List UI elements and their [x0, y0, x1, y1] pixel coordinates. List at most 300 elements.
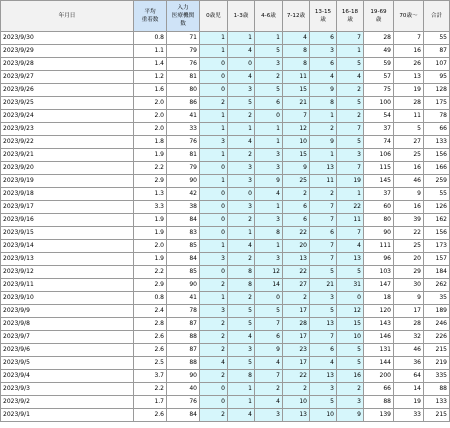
table-row: [1, 409, 450, 422]
value-cell: 0: [255, 110, 283, 123]
date-cell: 2023/9/16: [1, 214, 134, 227]
value-cell: 2.9: [134, 175, 167, 188]
value-cell: 2: [228, 149, 255, 162]
value-cell: 9: [283, 162, 310, 175]
value-cell: 0.8: [134, 292, 167, 305]
value-cell: 2.0: [134, 110, 167, 123]
value-cell: 86: [167, 97, 200, 110]
value-cell: 8: [228, 266, 255, 279]
value-cell: 133: [424, 136, 450, 149]
value-cell: 120: [364, 305, 394, 318]
value-cell: 1.8: [134, 136, 167, 149]
value-cell: 55: [424, 188, 450, 201]
value-cell: 30: [394, 279, 424, 292]
value-cell: 66: [364, 383, 394, 396]
column-header[interactable]: 合計: [424, 1, 450, 32]
table-row: [1, 318, 450, 331]
table-row: [1, 370, 450, 383]
value-cell: 13: [337, 253, 364, 266]
value-cell: 215: [424, 344, 450, 357]
value-cell: 84: [167, 253, 200, 266]
value-cell: 131: [364, 344, 394, 357]
value-cell: 5: [310, 305, 337, 318]
value-cell: 147: [364, 279, 394, 292]
value-cell: 5: [228, 357, 255, 370]
value-cell: 21: [310, 279, 337, 292]
date-cell: 2023/9/6: [1, 344, 134, 357]
value-cell: 46: [394, 344, 424, 357]
value-cell: 0: [228, 58, 255, 71]
date-cell: 2023/9/26: [1, 84, 134, 97]
column-header[interactable]: 1-3歳: [228, 1, 255, 32]
value-cell: 87: [424, 45, 450, 58]
value-cell: 13: [310, 318, 337, 331]
value-cell: 17: [283, 305, 310, 318]
value-cell: 2: [200, 279, 228, 292]
column-header[interactable]: 70歳～: [394, 1, 424, 32]
value-cell: 75: [364, 84, 394, 97]
value-cell: 7: [337, 32, 364, 45]
value-cell: 19: [394, 396, 424, 409]
value-cell: 1.9: [134, 214, 167, 227]
value-cell: 3: [228, 201, 255, 214]
value-cell: 2: [337, 84, 364, 97]
table-row: [1, 162, 450, 175]
date-cell: 2023/9/18: [1, 188, 134, 201]
table-row: [1, 344, 450, 357]
value-cell: 28: [364, 32, 394, 45]
value-cell: 1: [200, 240, 228, 253]
value-cell: 2: [228, 214, 255, 227]
value-cell: 84: [167, 409, 200, 422]
value-cell: 33: [394, 409, 424, 422]
value-cell: 139: [364, 409, 394, 422]
value-cell: 5: [255, 84, 283, 97]
date-cell: 2023/9/4: [1, 370, 134, 383]
value-cell: 16: [394, 201, 424, 214]
value-cell: 7: [255, 318, 283, 331]
value-cell: 1.7: [134, 396, 167, 409]
value-cell: 4: [255, 188, 283, 201]
value-cell: 84: [167, 214, 200, 227]
value-cell: 8: [283, 45, 310, 58]
value-cell: 16: [394, 162, 424, 175]
value-cell: 2.9: [134, 279, 167, 292]
value-cell: 5: [337, 266, 364, 279]
value-cell: 88: [167, 357, 200, 370]
value-cell: 1: [255, 32, 283, 45]
value-cell: 1: [200, 110, 228, 123]
date-cell: 2023/9/9: [1, 305, 134, 318]
value-cell: 37: [364, 123, 394, 136]
value-cell: 41: [167, 110, 200, 123]
value-cell: 3: [337, 149, 364, 162]
value-cell: 60: [364, 201, 394, 214]
value-cell: 83: [167, 227, 200, 240]
value-cell: 2.6: [134, 331, 167, 344]
value-cell: 246: [424, 318, 450, 331]
value-cell: 3: [228, 175, 255, 188]
value-cell: 3: [310, 45, 337, 58]
value-cell: 20: [394, 253, 424, 266]
value-cell: 1.4: [134, 58, 167, 71]
value-cell: 11: [394, 110, 424, 123]
value-cell: 2: [310, 188, 337, 201]
date-cell: 2023/9/29: [1, 45, 134, 58]
date-cell: 2023/9/22: [1, 136, 134, 149]
column-header[interactable]: 19-69 歳: [364, 1, 394, 32]
value-cell: 12: [337, 305, 364, 318]
value-cell: 3: [255, 214, 283, 227]
value-cell: 103: [364, 266, 394, 279]
value-cell: 5: [337, 58, 364, 71]
value-cell: 2: [200, 318, 228, 331]
value-cell: 10: [283, 136, 310, 149]
value-cell: 156: [424, 227, 450, 240]
value-cell: 2: [200, 331, 228, 344]
value-cell: 146: [364, 331, 394, 344]
table-row: [1, 58, 450, 71]
value-cell: 4: [310, 71, 337, 84]
value-cell: 1: [255, 123, 283, 136]
value-cell: 1.2: [134, 71, 167, 84]
value-cell: 25: [394, 240, 424, 253]
value-cell: 184: [424, 266, 450, 279]
table-row: [1, 266, 450, 279]
value-cell: 9: [255, 344, 283, 357]
value-cell: 13: [310, 162, 337, 175]
value-cell: 18: [364, 292, 394, 305]
value-cell: 55: [424, 32, 450, 45]
value-cell: 8: [255, 227, 283, 240]
value-cell: 219: [424, 357, 450, 370]
value-cell: 0: [200, 71, 228, 84]
value-cell: 3: [200, 136, 228, 149]
value-cell: 14: [255, 279, 283, 292]
value-cell: 3: [255, 58, 283, 71]
value-cell: 5: [255, 45, 283, 58]
value-cell: 1.1: [134, 45, 167, 58]
value-cell: 81: [167, 149, 200, 162]
value-cell: 7: [310, 201, 337, 214]
value-cell: 15: [283, 84, 310, 97]
value-cell: 2.0: [134, 240, 167, 253]
value-cell: 4: [283, 32, 310, 45]
date-cell: 2023/9/7: [1, 331, 134, 344]
value-cell: 33: [167, 123, 200, 136]
value-cell: 10: [337, 331, 364, 344]
value-cell: 107: [424, 58, 450, 71]
value-cell: 2: [228, 253, 255, 266]
value-cell: 90: [167, 175, 200, 188]
value-cell: 115: [364, 162, 394, 175]
value-cell: 3.7: [134, 370, 167, 383]
value-cell: 2: [283, 292, 310, 305]
value-cell: 74: [364, 136, 394, 149]
table-row: [1, 84, 450, 97]
date-cell: 2023/9/13: [1, 253, 134, 266]
value-cell: 13: [394, 71, 424, 84]
value-cell: 2.2: [134, 162, 167, 175]
value-cell: 79: [167, 45, 200, 58]
value-cell: 189: [424, 305, 450, 318]
value-cell: 4: [228, 331, 255, 344]
value-cell: 39: [394, 214, 424, 227]
value-cell: 4: [228, 136, 255, 149]
value-cell: 31: [337, 279, 364, 292]
date-cell: 2023/9/10: [1, 292, 134, 305]
value-cell: 42: [167, 188, 200, 201]
value-cell: 0: [337, 292, 364, 305]
date-cell: 2023/9/24: [1, 110, 134, 123]
value-cell: 5: [228, 305, 255, 318]
value-cell: 10: [310, 409, 337, 422]
value-cell: 111: [364, 240, 394, 253]
value-cell: 17: [283, 331, 310, 344]
value-cell: 35: [424, 292, 450, 305]
value-cell: 85: [167, 240, 200, 253]
table-body: [1, 32, 450, 422]
value-cell: 5: [310, 266, 337, 279]
value-cell: 3: [228, 162, 255, 175]
value-cell: 2: [283, 188, 310, 201]
value-cell: 16: [394, 45, 424, 58]
value-cell: 1: [310, 110, 337, 123]
date-cell: 2023/9/15: [1, 227, 134, 240]
value-cell: 85: [167, 266, 200, 279]
value-cell: 16: [337, 370, 364, 383]
value-cell: 6: [310, 227, 337, 240]
table-row: [1, 396, 450, 409]
date-cell: 2023/9/30: [1, 32, 134, 45]
value-cell: 80: [364, 214, 394, 227]
value-cell: 1.6: [134, 84, 167, 97]
value-cell: 4: [228, 71, 255, 84]
table-row: [1, 45, 450, 58]
value-cell: 2: [255, 71, 283, 84]
value-cell: 9: [310, 84, 337, 97]
table-row: [1, 279, 450, 292]
value-cell: 0: [200, 58, 228, 71]
value-cell: 1: [200, 175, 228, 188]
value-cell: 29: [394, 266, 424, 279]
value-cell: 2.8: [134, 318, 167, 331]
date-cell: 2023/9/11: [1, 279, 134, 292]
value-cell: 2.4: [134, 305, 167, 318]
value-cell: 7: [283, 110, 310, 123]
value-cell: 1: [255, 240, 283, 253]
value-cell: 1: [228, 32, 255, 45]
table-row: [1, 383, 450, 396]
value-cell: 6: [310, 58, 337, 71]
table-row: [1, 292, 450, 305]
value-cell: 10: [283, 396, 310, 409]
value-cell: 4: [337, 71, 364, 84]
value-cell: 28: [394, 318, 424, 331]
value-cell: 22: [283, 266, 310, 279]
value-cell: 0: [200, 84, 228, 97]
value-cell: 90: [364, 227, 394, 240]
value-cell: 38: [167, 201, 200, 214]
value-cell: 22: [394, 227, 424, 240]
value-cell: 175: [424, 97, 450, 110]
value-cell: 126: [424, 201, 450, 214]
value-cell: 0: [255, 292, 283, 305]
value-cell: 157: [424, 253, 450, 266]
value-cell: 6: [310, 344, 337, 357]
value-cell: 2: [337, 383, 364, 396]
date-cell: 2023/9/5: [1, 357, 134, 370]
column-header[interactable]: 平均 重着数: [134, 1, 167, 32]
value-cell: 173: [424, 240, 450, 253]
value-cell: 17: [283, 357, 310, 370]
table-row: [1, 188, 450, 201]
value-cell: 4: [255, 357, 283, 370]
value-cell: 12: [283, 123, 310, 136]
table-row: [1, 97, 450, 110]
value-cell: 133: [424, 396, 450, 409]
value-cell: 1.9: [134, 149, 167, 162]
value-cell: 2: [228, 292, 255, 305]
value-cell: 2: [310, 123, 337, 136]
value-cell: 9: [310, 136, 337, 149]
value-cell: 4: [228, 409, 255, 422]
value-cell: 81: [167, 71, 200, 84]
value-cell: 2.0: [134, 123, 167, 136]
value-cell: 13: [283, 409, 310, 422]
value-cell: 3: [228, 344, 255, 357]
value-cell: 15: [283, 149, 310, 162]
value-cell: 19: [337, 175, 364, 188]
value-cell: 5: [337, 136, 364, 149]
date-cell: 2023/9/14: [1, 240, 134, 253]
value-cell: 2: [228, 110, 255, 123]
value-cell: 7: [337, 227, 364, 240]
value-cell: 3: [337, 396, 364, 409]
value-cell: 2.2: [134, 266, 167, 279]
table-row: [1, 123, 450, 136]
value-cell: 7: [255, 370, 283, 383]
value-cell: 90: [167, 279, 200, 292]
value-cell: 9: [394, 188, 424, 201]
value-cell: 1.9: [134, 253, 167, 266]
value-cell: 1: [337, 45, 364, 58]
value-cell: 6: [310, 32, 337, 45]
value-cell: 4: [200, 357, 228, 370]
value-cell: 5: [337, 344, 364, 357]
value-cell: 100: [364, 97, 394, 110]
value-cell: 2.2: [134, 383, 167, 396]
value-cell: 4: [310, 357, 337, 370]
value-cell: 78: [424, 110, 450, 123]
value-cell: 14: [394, 383, 424, 396]
table-row: [1, 201, 450, 214]
value-cell: 25: [394, 149, 424, 162]
value-cell: 5: [228, 97, 255, 110]
value-cell: 13: [310, 370, 337, 383]
value-cell: 76: [167, 136, 200, 149]
value-cell: 12: [255, 266, 283, 279]
value-cell: 7: [337, 123, 364, 136]
column-header[interactable]: 7-12歳: [283, 1, 310, 32]
column-header[interactable]: 4-6歳: [255, 1, 283, 32]
value-cell: 3: [255, 253, 283, 266]
table-row: [1, 71, 450, 84]
value-cell: 17: [394, 305, 424, 318]
value-cell: 2: [200, 370, 228, 383]
value-cell: 6: [255, 97, 283, 110]
value-cell: 64: [394, 370, 424, 383]
date-cell: 2023/9/23: [1, 123, 134, 136]
column-header[interactable]: 16-18 歳: [337, 1, 364, 32]
value-cell: 6: [255, 331, 283, 344]
value-cell: 7: [310, 214, 337, 227]
value-cell: 1: [337, 188, 364, 201]
value-cell: 1: [200, 123, 228, 136]
value-cell: 3: [255, 162, 283, 175]
value-cell: 9: [255, 175, 283, 188]
value-cell: 3: [228, 84, 255, 97]
value-cell: 1: [228, 396, 255, 409]
column-header[interactable]: 0歳児: [200, 1, 228, 32]
column-header[interactable]: 13-15 歳: [310, 1, 337, 32]
value-cell: 2: [255, 383, 283, 396]
value-cell: 200: [364, 370, 394, 383]
value-cell: 166: [424, 162, 450, 175]
table-row: [1, 331, 450, 344]
date-cell: 2023/9/17: [1, 201, 134, 214]
value-cell: 1: [228, 123, 255, 136]
value-cell: 0: [200, 227, 228, 240]
value-cell: 11: [310, 175, 337, 188]
value-cell: 1.3: [134, 188, 167, 201]
value-cell: 2: [200, 409, 228, 422]
value-cell: 80: [167, 84, 200, 97]
column-header[interactable]: 年月日: [1, 1, 134, 32]
column-header[interactable]: 入力 医療機関 数: [167, 1, 200, 32]
value-cell: 4: [228, 45, 255, 58]
date-cell: 2023/9/28: [1, 58, 134, 71]
value-cell: 2.5: [134, 357, 167, 370]
value-cell: 262: [424, 279, 450, 292]
value-cell: 2.6: [134, 409, 167, 422]
value-cell: 25: [283, 175, 310, 188]
date-cell: 2023/9/25: [1, 97, 134, 110]
value-cell: 5: [310, 396, 337, 409]
value-cell: 0: [200, 214, 228, 227]
table-row: [1, 149, 450, 162]
value-cell: 3: [200, 305, 228, 318]
value-cell: 3: [255, 149, 283, 162]
value-cell: 215: [424, 409, 450, 422]
value-cell: 8: [310, 97, 337, 110]
value-cell: 5: [337, 357, 364, 370]
value-cell: 9: [394, 292, 424, 305]
value-cell: 88: [364, 396, 394, 409]
value-cell: 0: [228, 188, 255, 201]
value-cell: 226: [424, 331, 450, 344]
value-cell: 7: [337, 162, 364, 175]
value-cell: 162: [424, 214, 450, 227]
value-cell: 144: [364, 357, 394, 370]
value-cell: 5: [228, 318, 255, 331]
value-cell: 0: [200, 383, 228, 396]
value-cell: 7: [310, 331, 337, 344]
value-cell: 1: [255, 201, 283, 214]
value-cell: 13: [283, 253, 310, 266]
value-cell: 23: [283, 344, 310, 357]
value-cell: 27: [394, 136, 424, 149]
